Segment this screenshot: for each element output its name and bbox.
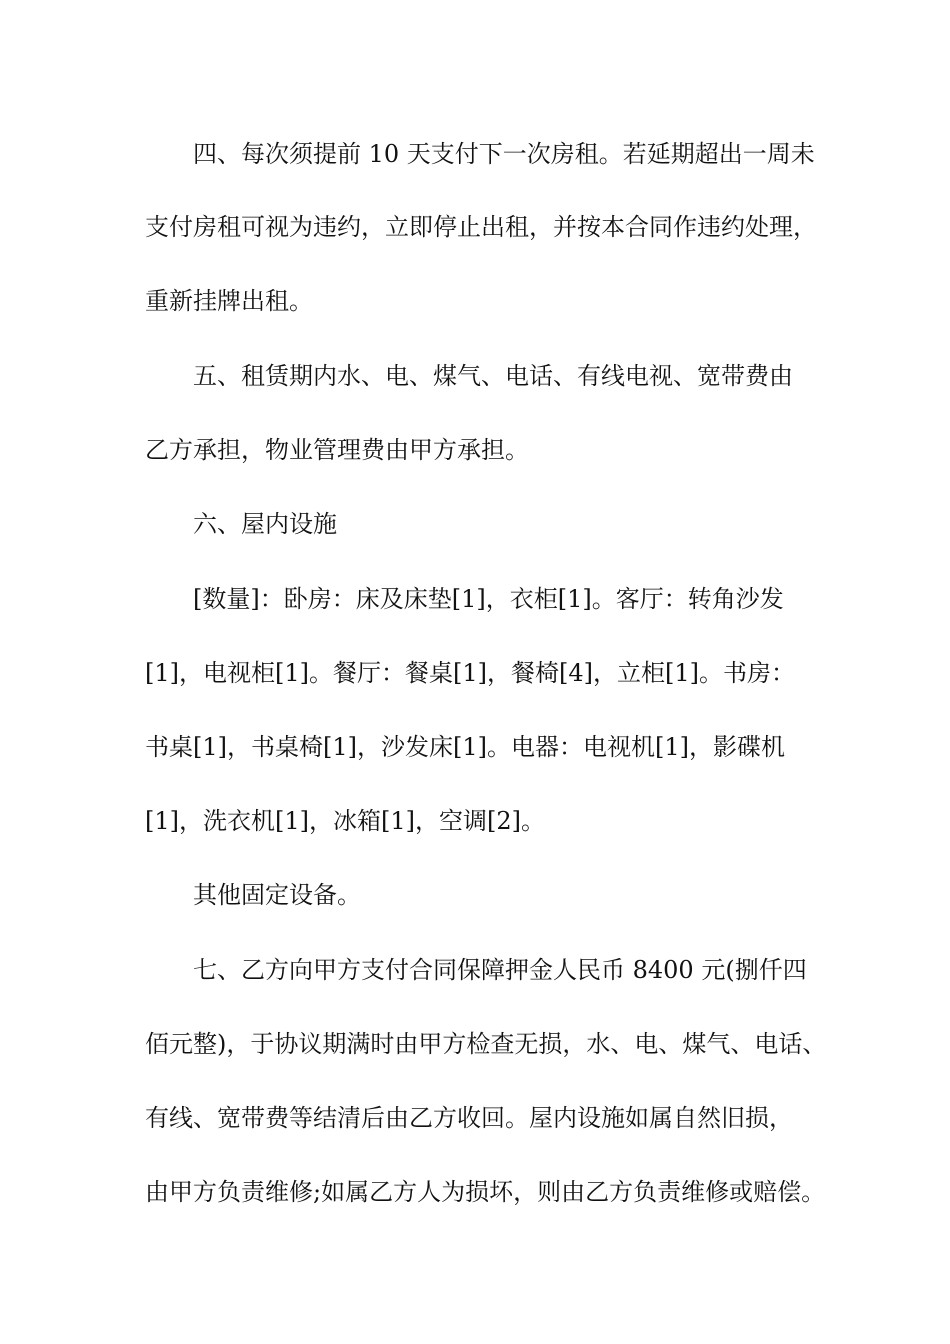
text-line: 由甲方负责维修;如属乙方人为损坏，则由乙方负责维修或赔偿。 — [145, 1178, 826, 1206]
text-line-facilities-start: [数量]：卧房：床及床垫[1]，衣柜[1]。客厅：转角沙发 — [193, 585, 784, 613]
text-line: [1]，洗衣机[1]，冰箱[1]，空调[2]。 — [145, 807, 545, 835]
text-line: 书桌[1]，书桌椅[1]，沙发床[1]。电器：电视机[1]，影碟机 — [145, 733, 785, 761]
text-line-clause-5-start: 五、租赁期内水、电、煤气、电话、有线电视、宽带费由 — [193, 362, 793, 390]
text-line-other-equipment: 其他固定设备。 — [193, 881, 361, 909]
text-line-clause-7-start: 七、乙方向甲方支付合同保障押金人民币 8400 元(捌仟四 — [193, 956, 807, 984]
text-line: 重新挂牌出租。 — [145, 287, 313, 315]
text-line: [1]，电视柜[1]。餐厅：餐桌[1]，餐椅[4]，立柜[1]。书房： — [145, 659, 795, 687]
text-line: 有线、宽带费等结清后由乙方收回。屋内设施如属自然旧损， — [145, 1104, 793, 1132]
text-line-clause-4-start: 四、每次须提前 10 天支付下一次房租。若延期超出一周未 — [193, 140, 815, 168]
text-line: 支付房租可视为违约，立即停止出租，并按本合同作违约处理， — [145, 213, 817, 241]
text-line: 乙方承担，物业管理费由甲方承担。 — [145, 436, 529, 464]
text-line: 佰元整)，于协议期满时由甲方检查无损，水、电、煤气、电话、 — [145, 1030, 827, 1058]
section-heading-clause-6: 六、屋内设施 — [193, 510, 337, 538]
